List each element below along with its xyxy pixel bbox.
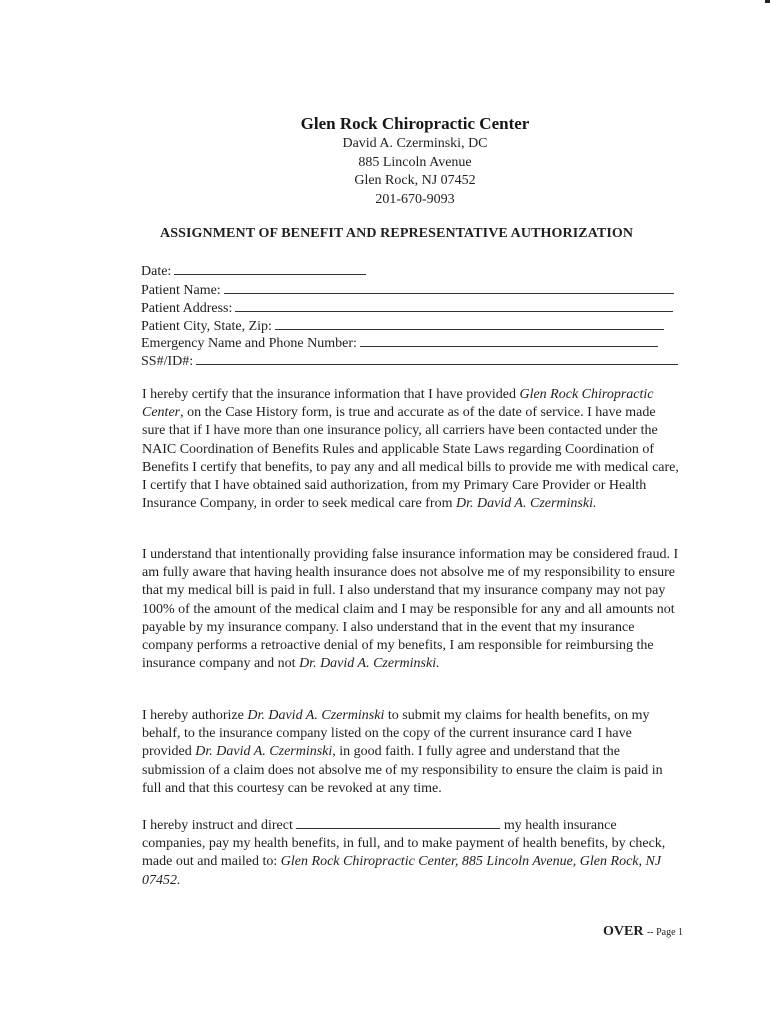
over-label: OVER [603,924,644,939]
city-state-zip-field [141,317,664,335]
para2-text-a: I understand that intentionally providing false insurance information may be considered fraud. I am fully aware that having health insurance does not absolve me of my responsibility to ensure that my medical bill is paid in full. I also understand that my insurance company may not pay 100% of the amount of the medical claim and I may be responsible for any and all amounts not payable by my insurance company. I also understand that in the event that my insurance company performs a retroactive denial of my benefits, I am responsible for reimbursing the insurance company and not [142,547,679,672]
patient-name-label: Patient Name: [141,283,221,298]
para3-text-c: to submit my claims for health benefits, on my behalf, to the insurance company listed on the copy of the current insurance card I have provided [142,708,650,760]
date-input-line[interactable] [174,262,366,275]
para3-doctor-italic-2: Dr. David A. Czerminski [195,744,333,760]
emergency-input-line[interactable] [360,334,658,347]
emergency-field [141,334,658,352]
para1-text-a: I hereby certify that the insurance information that I have provided [142,387,520,402]
para1-practice-italic: Glen Rock Chiropractic Center [142,387,654,421]
instruction-paragraph [142,816,682,890]
para4-text-b: my health insurance companies, pay my health benefits, in full, and to make payment of health benefits, by check, made out and mailed to: [142,818,666,870]
patient-address-label: Patient Address: [141,301,233,316]
authorization-paragraph [142,707,682,798]
date-label: Date: [141,264,172,279]
certification-paragraph [142,386,682,513]
doctor-name: David A. Czerminski, DC [342,136,488,151]
emergency-label: Emergency Name and Phone Number: [141,336,357,351]
page-number: -- Page 1 [646,927,684,938]
patient-name-input-line[interactable] [224,281,674,294]
insurer-name-blank[interactable] [296,816,500,829]
ss-id-field [141,352,678,370]
para3-text-e: , in good faith. I fully agree and understand that the submission of a claim does not absolve me of my responsibility to ensure the claim is paid in full and that this courtesy can be revoked at any time. [142,744,663,796]
phone-number: 201-670-9093 [375,192,455,207]
para4-text-a: I hereby instruct and direct [142,818,297,833]
fraud-paragraph [142,546,682,673]
ss-id-label: SS#/ID#: [141,354,194,369]
patient-address-field [141,299,673,317]
para3-text-a: I hereby authorize [142,708,248,723]
para1-doctor-italic: Dr. David A. Czerminski. [455,496,597,512]
ss-id-input-line[interactable] [196,352,678,365]
para4-address-italic: Glen Rock Chiropractic Center, 885 Lincoln Avenue, Glen Rock, NJ 07452. [142,854,662,888]
city-state-zip-input-line[interactable] [275,317,664,330]
scan-corner-mark [765,0,770,3]
para2-doctor-italic: Dr. David A. Czerminski. [299,656,440,672]
patient-name-field [141,281,674,299]
street-address: 885 Lincoln Avenue [358,155,472,170]
city-state-zip: Glen Rock, NJ 07452 [354,173,476,188]
patient-address-input-line[interactable] [235,299,673,312]
city-state-zip-label: Patient City, State, Zip: [141,319,272,334]
date-field [141,262,366,280]
form-title: ASSIGNMENT OF BENEFIT AND REPRESENTATIVE AUTHORIZATION [160,226,634,241]
para3-doctor-italic-1: Dr. David A. Czerminski [247,708,385,723]
page-footer [603,924,683,940]
practice-name: Glen Rock Chiropractic Center [300,114,530,133]
para1-text-c: , on the Case History form, is true and accurate as of the date of service. I have made sure that if I have more than one insurance policy, all carriers have been contacted under the NAIC Coordination of Benefits Rules and applicable State Laws regarding Coordination of Benefits I certify that benefits, to pay any and all medical bills to provide me with medical care, I certify that I have obtained said authorization, from my Primary Care Provider or Health Insurance Company, in order to seek medical care from [142,405,679,512]
